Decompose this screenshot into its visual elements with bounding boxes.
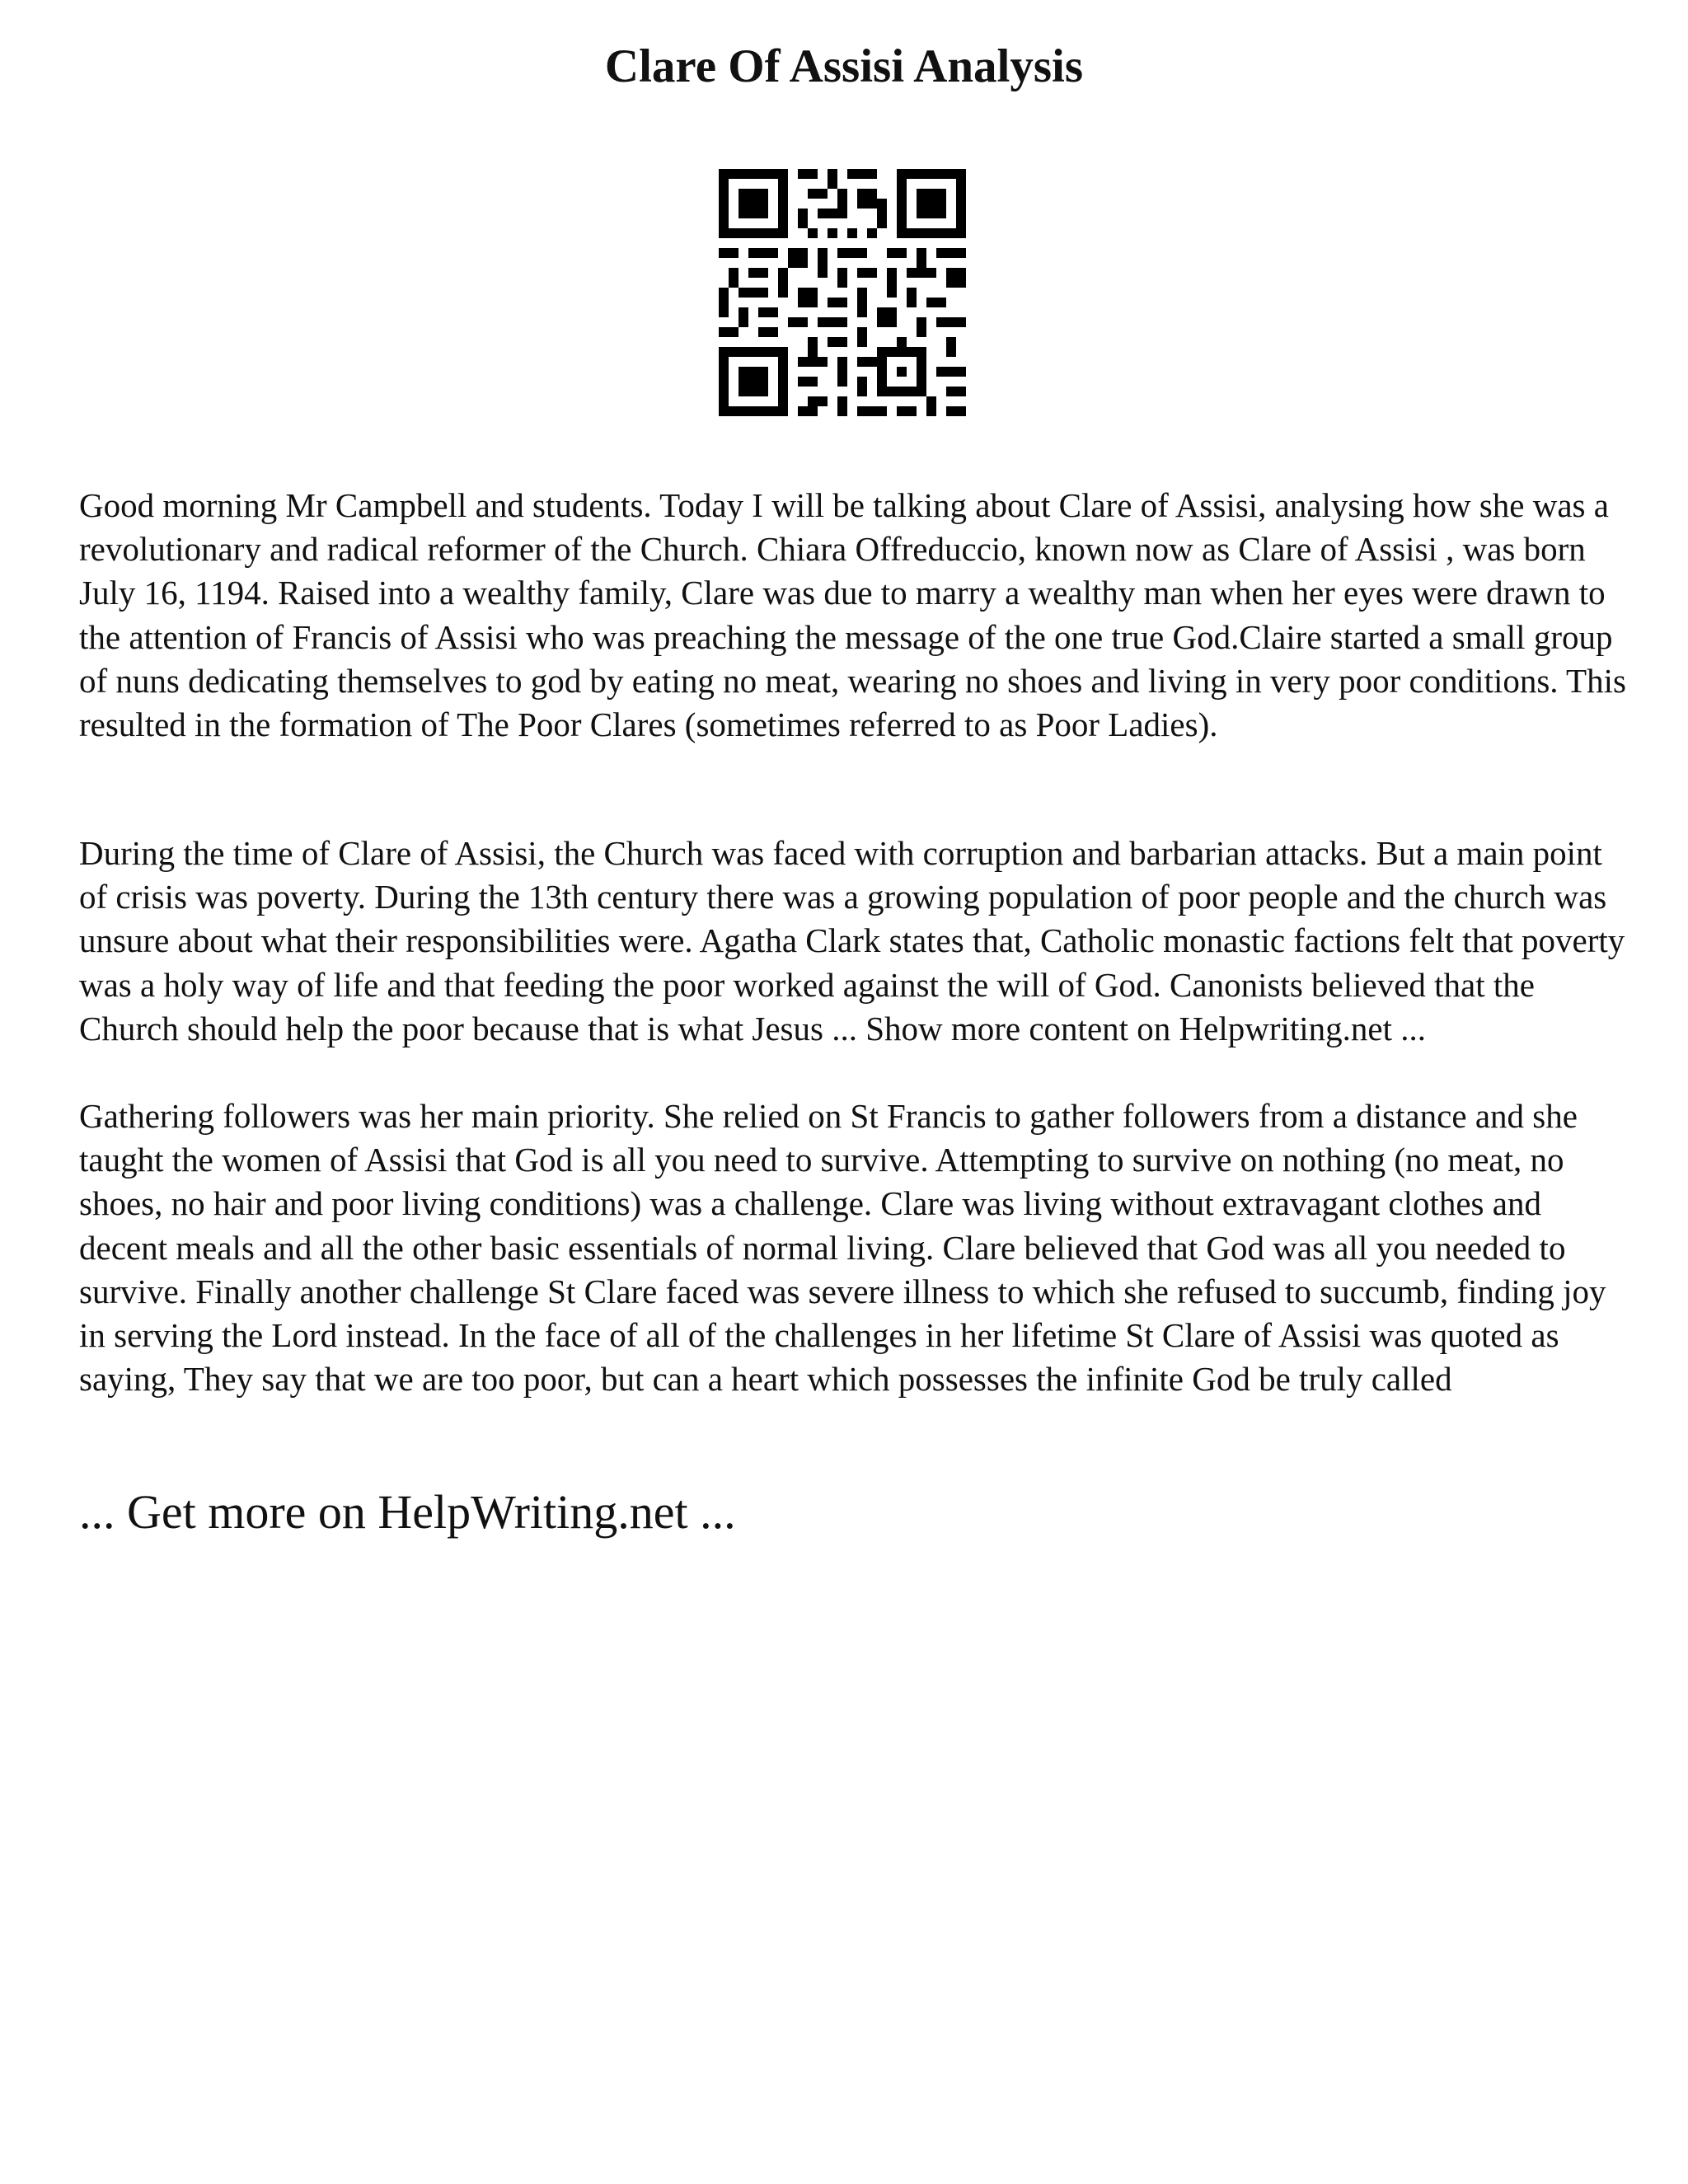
- paragraph-intro: Good morning Mr Campbell and students. Today I will be talking about Clare of Assisi, analysing how she was a revolutionary and radical reformer of the Church. Chiara Offreduccio, known now as Clare of Assisi , was born July 16, 1194. Raised into a wealthy family, Clare was due to marry a wealthy man when her eyes were drawn to the attention of Francis of Assisi who was preaching the message of the one true God.Claire started a small group of nuns dedicating themselves to god by eating no meat, wearing no shoes and living in very poor conditions. This resulted in the formation of The Poor Clares (sometimes referred to as Poor Ladies).: [79, 486, 1626, 744]
- get-more-link[interactable]: ... Get more on HelpWriting.net ...: [79, 1485, 736, 1539]
- qr-code-icon: [719, 169, 966, 416]
- page-title: Clare Of Assisi Analysis: [604, 40, 1084, 92]
- paragraph-context: During the time of Clare of Assisi, the Church was faced with corruption and barbarian attacks. But a main point of crisis was poverty. During the 13th century there was a growing population of poor people and the church was unsure about what their responsibilities were. Agatha Clark states that, Catholic monastic factions felt that poverty was a holy way of life and that feeding the poor worked against the will of God. Canonists believed that the Church should help the poor because that is what Jesus ... Show more content on Helpwriting.net ...: [79, 834, 1625, 1047]
- paragraph-challenges: Gathering followers was her main priority. She relied on St Francis to gather followers from a distance and she taught the women of Assisi that God is all you need to survive. Attempting to survive on nothing (no meat, no shoes, no hair and poor living conditions) was a challenge. Clare was living without extravagant clothes and decent meals and all the other basic essentials of normal living. Clare believed that God was all you needed to survive. Finally another challenge St Clare faced was severe illness to which she refused to succumb, finding joy in serving the Lord instead. In the face of all of the challenges in her lifetime St Clare of Assisi was quoted as saying, They say that we are too poor, but can a heart which possesses the infinite God be truly called: [79, 1097, 1606, 1399]
